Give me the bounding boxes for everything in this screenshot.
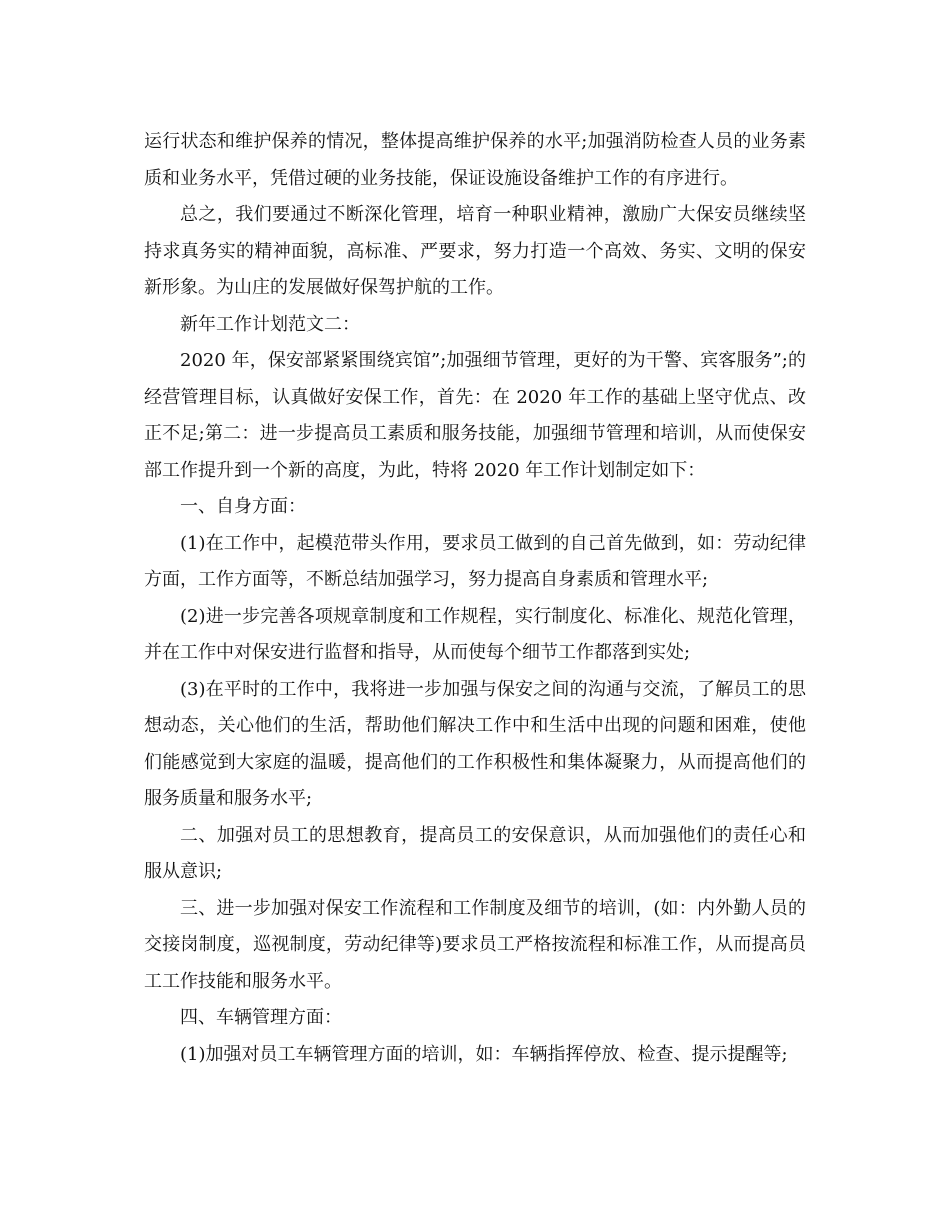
list-item-2: (2)进一步完善各项规章制度和工作规程，实行制度化、标准化、规范化管理，并在工作中对保安进行监督和指导，从而使每个细节工作都落到实处; xyxy=(144,605,806,663)
section-heading-sample-two: 新年工作计划范文二： xyxy=(180,313,360,335)
list-item-1: (1)在工作中，起模范带头作用，要求员工做到的自己首先做到，如：劳动纪律方面，工作方面等，不断总结加强学习，努力提高自身素质和管理水平; xyxy=(144,532,806,590)
list-item-3: (3)在平时的工作中，我将进一步加强与保安之间的沟通与交流，了解员工的思想动态，关心他们的生活，帮助他们解决工作中和生活中出现的问题和困难，使他们能感觉到大家庭的温暖，提高他们的工作积极性和集体凝聚力，从而提高他们的服务质量和服务水平; xyxy=(144,678,806,809)
paragraph-continuation: 运行状态和维护保养的情况，整体提高维护保养的水平;加强消防检查人员的业务素质和业务水平，凭借过硬的业务技能，保证设施设备维护工作的有序进行。 xyxy=(144,131,806,189)
heading-process-training: 三、进一步加强对保安工作流程和工作制度及细节的培训，(如：内外勤人员的交接岗制度，巡视制度，劳动纪律等)要求员工严格按流程和标准工作，从而提高员工工作技能和服务水平。 xyxy=(144,897,806,992)
list-item-vehicle-1: (1)加强对员工车辆管理方面的培训，如：车辆指挥停放、检查、提示提醒等; xyxy=(180,1043,788,1065)
heading-self-aspect: 一、自身方面： xyxy=(180,496,306,517)
paragraph-intro-2020: 2020 年，保安部紧紧围绕宾馆”;加强细节管理，更好的为干警、宾客服务”;的经营管理目标，认真做好安保工作，首先：在 2020 年工作的基础上坚守优点、改正不足;第二：进一步提高员工素质和服务技能，加强细节管理和培训，从而使保安部工作提升到一个新的高度，为此，特将 2020 年工作计划制定如下： xyxy=(144,350,806,481)
paragraph-summary: 总之，我们要通过不断深化管理，培育一种职业精神，激励广大保安员继续坚持求真务实的精神面貌，高标准、严要求，努力打造一个高效、务实、文明的保安新形象。为山庄的发展做好保驾护航的工作。 xyxy=(144,204,806,298)
heading-vehicle-management: 四、车辆管理方面： xyxy=(180,1007,342,1028)
document-page xyxy=(144,124,806,1073)
heading-ideological-education: 二、加强对员工的思想教育，提高员工的安保意识，从而加强他们的责任心和服从意识; xyxy=(144,824,806,882)
